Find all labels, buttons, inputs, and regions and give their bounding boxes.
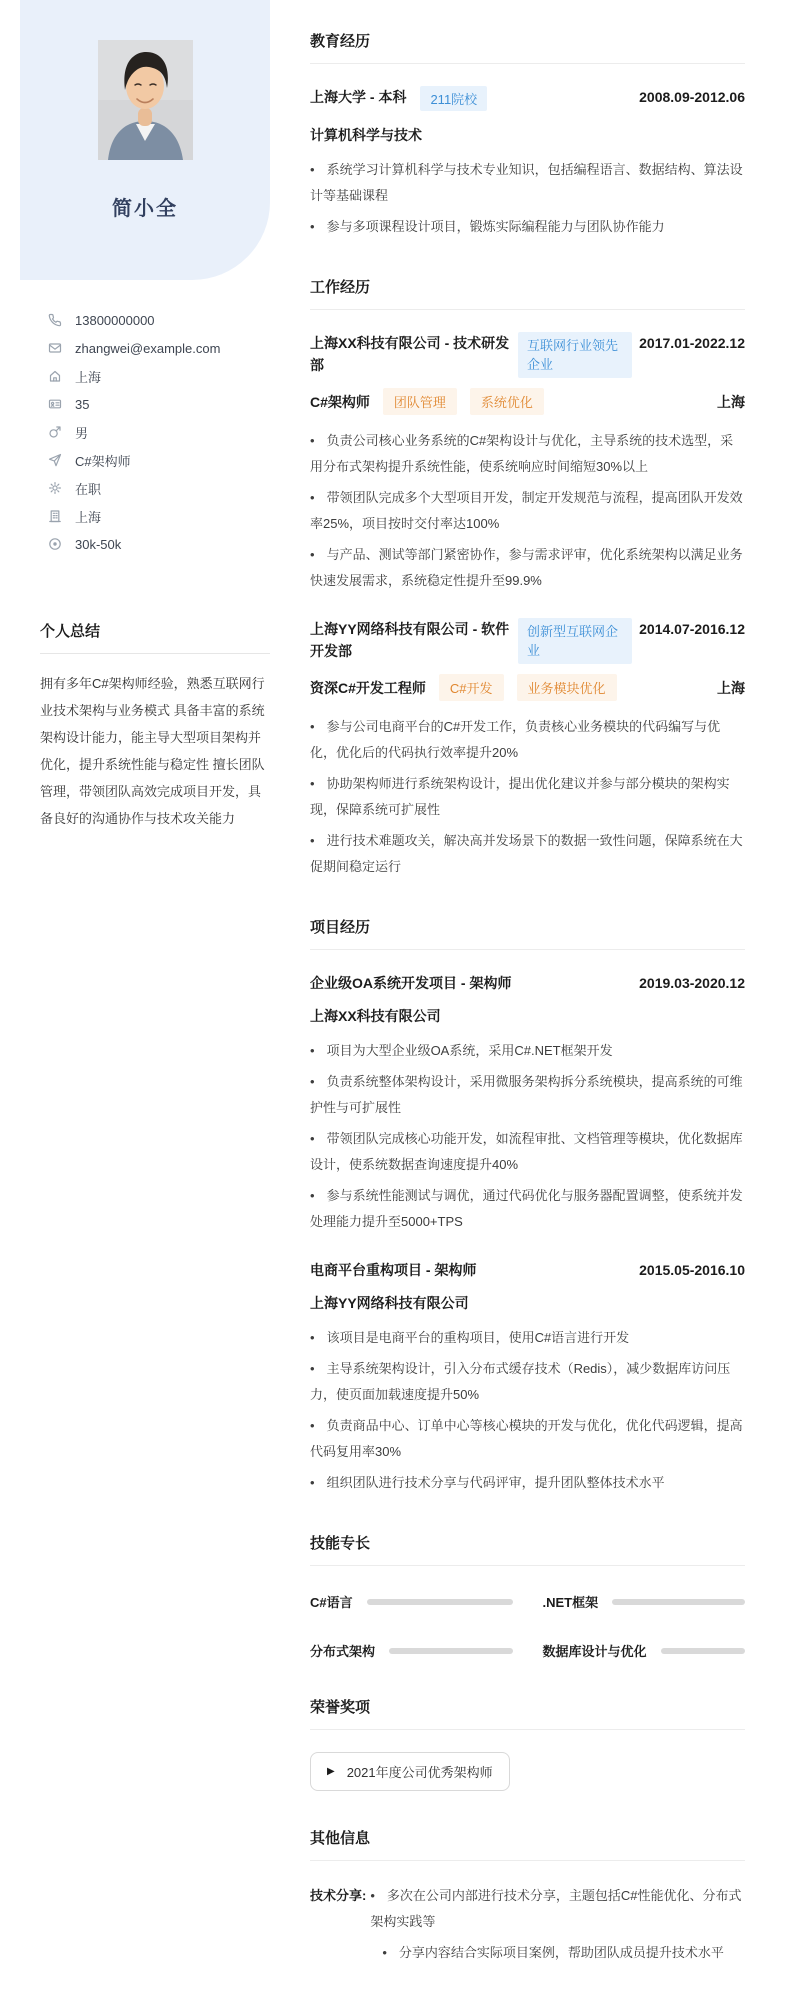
summary-text: 拥有多年C#架构师经验，熟悉互联网行业技术架构与业务模式 具备丰富的系统架构设计能力，能主导大型项目架构并优化，提升系统性能与稳定性 擅长团队管理，带领团队高效完成项目开发，具备良好的沟通协作与技术攻关能力 bbox=[40, 676, 265, 826]
education-bullet: • 参与多项课程设计项目，锻炼实际编程能力与团队协作能力 bbox=[310, 214, 745, 240]
project-company: 上海YY网络科技有限公司 bbox=[310, 1295, 469, 1311]
work-role-tag: C#开发 bbox=[439, 674, 504, 701]
work-bullet: • 进行技术难题攻关，解决高并发场景下的数据一致性问题，保障系统在大促期间稳定运行 bbox=[310, 828, 745, 880]
skill-item bbox=[310, 1592, 513, 1611]
candidate-name: 简小全 bbox=[112, 198, 178, 220]
other-info-row bbox=[310, 1883, 745, 1971]
contact-status-value: 在职 bbox=[75, 481, 102, 497]
work-role: C#架构师 bbox=[310, 393, 370, 410]
skill-bar bbox=[367, 1599, 513, 1605]
contact-list bbox=[20, 306, 270, 558]
work-role-tag: 团队管理 bbox=[383, 388, 457, 415]
school-name: 上海大学 - 本科 bbox=[310, 89, 407, 105]
contact-salary-value: 30k-50k bbox=[75, 536, 122, 552]
work-location: 上海 bbox=[717, 393, 745, 410]
summary-title: 个人总结 bbox=[40, 620, 270, 654]
skill-name: 数据库设计与优化 bbox=[542, 1644, 647, 1659]
project-bullet: • 项目为大型企业级OA系统，采用C#.NET框架开发 bbox=[310, 1038, 745, 1064]
honor-badge bbox=[310, 1752, 510, 1791]
section-skills bbox=[310, 1532, 745, 1660]
work-company: 上海YY网络科技有限公司 - 软件开发部 bbox=[310, 621, 510, 659]
contact-job-title bbox=[48, 446, 270, 474]
work-role-tag: 系统优化 bbox=[470, 388, 544, 415]
contact-status bbox=[48, 474, 270, 502]
sidebar-hero bbox=[20, 0, 270, 280]
work-bullet: • 带领团队完成多个大型项目开发，制定开发规范与流程，提高团队开发效率25%，项目按时交付率达100% bbox=[310, 485, 745, 537]
other-bullets bbox=[370, 1883, 745, 1971]
work-section-title: 工作经历 bbox=[310, 276, 745, 310]
project-bullet: • 负责商品中心、订单中心等核心模块的开发与优化，优化代码逻辑，提高代码复用率30% bbox=[310, 1413, 745, 1465]
skill-item bbox=[310, 1641, 513, 1660]
projects-section-title: 项目经历 bbox=[310, 916, 745, 950]
section-projects bbox=[310, 916, 745, 1496]
other-label: 技术分享: bbox=[310, 1888, 367, 1903]
contact-location bbox=[48, 362, 270, 390]
section-other bbox=[310, 1827, 745, 1971]
project-bullet: • 该项目是电商平台的重构项目，使用C#语言进行开发 bbox=[310, 1325, 745, 1351]
job-icon bbox=[48, 453, 62, 467]
project-name: 企业级OA系统开发项目 - 架构师 bbox=[310, 975, 512, 991]
work-bullet: • 参与公司电商平台的C#开发工作，负责核心业务模块的代码编写与优化，优化后的代码执行效率提升20% bbox=[310, 714, 745, 766]
project-bullet: • 主导系统架构设计，引入分布式缓存技术（Redis），减少数据库访问压力，使页面加载速度提升50% bbox=[310, 1356, 745, 1408]
work-entry bbox=[310, 618, 745, 880]
project-company: 上海XX科技有限公司 bbox=[310, 1008, 441, 1024]
honors-section-title: 荣誉奖项 bbox=[310, 1696, 745, 1730]
work-company: 上海XX科技有限公司 - 技术研发部 bbox=[310, 335, 510, 373]
work-bullet: • 负责公司核心业务系统的C#架构设计与优化，主导系统的技术选型，采用分布式架构提升系统性能，使系统响应时间缩短30%以上 bbox=[310, 428, 745, 480]
work-company-tag: 互联网行业领先企业 bbox=[518, 332, 632, 378]
contact-city-value: 上海 bbox=[75, 509, 102, 525]
profile-photo bbox=[98, 40, 193, 160]
project-bullet: • 负责系统整体架构设计，采用微服务架构拆分系统模块，提高系统的可维护性与可扩展性 bbox=[310, 1069, 745, 1121]
section-honors bbox=[310, 1696, 745, 1791]
skill-bar bbox=[661, 1648, 745, 1654]
skill-bar bbox=[389, 1648, 512, 1654]
skills-section-title: 技能专长 bbox=[310, 1532, 745, 1566]
skill-item bbox=[543, 1641, 746, 1660]
phone-icon bbox=[48, 313, 62, 327]
other-section-title: 其他信息 bbox=[310, 1827, 745, 1861]
email-icon bbox=[48, 341, 62, 355]
contact-gender bbox=[48, 418, 270, 446]
home-icon bbox=[48, 369, 62, 383]
contact-phone bbox=[48, 306, 270, 334]
work-role-tag: 业务模块优化 bbox=[517, 674, 617, 701]
project-date: 2015.05-2016.10 bbox=[639, 1262, 745, 1278]
skill-name: C#语言 bbox=[310, 1595, 353, 1610]
school-tag: 211院校 bbox=[420, 86, 487, 111]
skill-item bbox=[543, 1592, 746, 1611]
status-icon bbox=[48, 481, 62, 495]
other-bullet: • 分享内容结合实际项目案例，帮助团队成员提升技术水平 bbox=[382, 1940, 745, 1966]
contact-gender-value: 男 bbox=[75, 425, 89, 441]
project-entry bbox=[310, 972, 745, 1235]
work-location: 上海 bbox=[717, 679, 745, 696]
main-content bbox=[310, 30, 745, 2007]
salary-icon bbox=[48, 537, 62, 551]
contact-age bbox=[48, 390, 270, 418]
project-entry bbox=[310, 1259, 745, 1496]
work-bullet: • 与产品、测试等部门紧密协作，参与需求评审，优化系统架构以满足业务快速发展需求，系统稳定性提升至99.9% bbox=[310, 542, 745, 594]
play-icon: ▶ bbox=[327, 1766, 335, 1777]
education-date: 2008.09-2012.06 bbox=[639, 89, 745, 105]
project-date: 2019.03-2020.12 bbox=[639, 975, 745, 991]
work-date: 2017.01-2022.12 bbox=[639, 335, 745, 351]
skill-name: 分布式架构 bbox=[310, 1644, 376, 1659]
contact-phone-value: 13800000000 bbox=[75, 312, 155, 328]
work-bullet: • 协助架构师进行系统架构设计，提出优化建议并参与部分模块的架构实现，保障系统可扩展性 bbox=[310, 771, 745, 823]
project-bullet: • 组织团队进行技术分享与代码评审，提升团队整体技术水平 bbox=[310, 1470, 745, 1496]
contact-city bbox=[48, 502, 270, 530]
personal-summary bbox=[20, 620, 270, 832]
sidebar bbox=[20, 0, 270, 832]
contact-salary bbox=[48, 530, 270, 558]
skill-name: .NET框架 bbox=[542, 1595, 599, 1610]
section-education bbox=[310, 30, 745, 240]
education-entry bbox=[310, 86, 745, 240]
education-bullet: • 系统学习计算机科学与技术专业知识，包括编程语言、数据结构、算法设计等基础课程 bbox=[310, 157, 745, 209]
education-major: 计算机科学与技术 bbox=[310, 127, 422, 143]
skill-bar bbox=[612, 1599, 745, 1605]
project-bullet: • 参与系统性能测试与调优，通过代码优化与服务器配置调整，使系统并发处理能力提升至5000+TPS bbox=[310, 1183, 745, 1235]
education-section-title: 教育经历 bbox=[310, 30, 745, 64]
gender-icon bbox=[48, 425, 62, 439]
honor-label: 2021年度公司优秀架构师 bbox=[346, 1765, 493, 1780]
work-date: 2014.07-2016.12 bbox=[639, 621, 745, 637]
contact-email bbox=[48, 334, 270, 362]
skills-grid bbox=[310, 1588, 745, 1660]
building-icon bbox=[48, 509, 62, 523]
project-bullet: • 带领团队完成核心功能开发，如流程审批、文档管理等模块，优化数据库设计，使系统数据查询速度提升40% bbox=[310, 1126, 745, 1178]
contact-job-title-value: C#架构师 bbox=[75, 453, 131, 469]
work-company-tag: 创新型互联网企业 bbox=[518, 618, 632, 664]
contact-email-value: zhangwei@example.com bbox=[75, 340, 221, 356]
age-icon bbox=[48, 397, 62, 411]
other-bullet: • 多次在公司内部进行技术分享，主题包括C#性能优化、分布式架构实践等 bbox=[370, 1883, 745, 1935]
section-work bbox=[310, 276, 745, 880]
contact-age-value: 35 bbox=[75, 396, 90, 412]
project-name: 电商平台重构项目 - 架构师 bbox=[310, 1262, 477, 1278]
work-entry bbox=[310, 332, 745, 594]
work-role: 资深C#开发工程师 bbox=[310, 679, 426, 696]
contact-location-value: 上海 bbox=[75, 369, 102, 385]
